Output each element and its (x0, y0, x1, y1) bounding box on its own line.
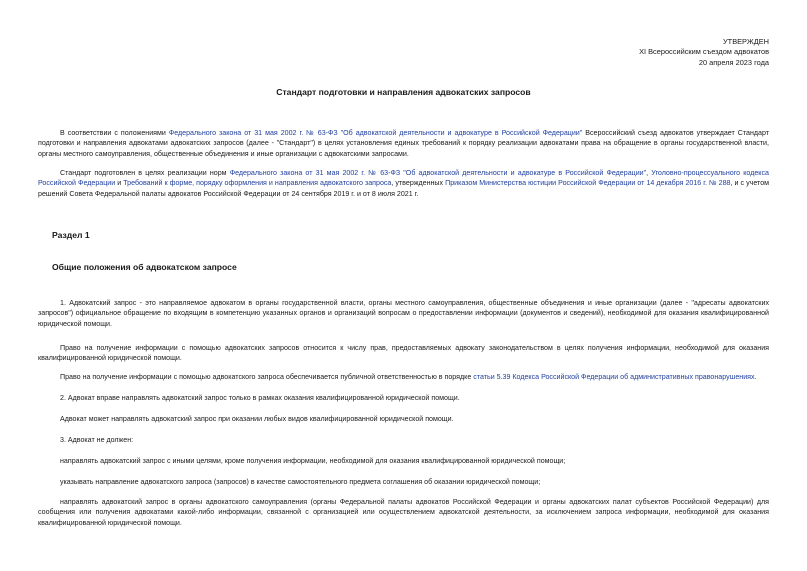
paragraph-responsibility: Право на получение информации с помощью адвокатского запроса обеспечивается публичной ответственностью в порядке статьи 5.39 Кодекса Российской Федерации об административных правонарушениях. (60, 373, 757, 381)
section-title: Общие положения об адвокатском запросе (52, 262, 237, 272)
section-heading: Раздел 1 (52, 230, 90, 240)
link-justice-order[interactable]: Приказом Министерства юстиции Российской Федерации от 14 декабря 2016 г. № 288 (445, 179, 731, 188)
link-criminal-procedure-code[interactable]: Уголовно-процессуального кодекса Российской Федерации (38, 169, 769, 188)
paragraph-any-help: Адвокат может направлять адвокатский запрос при оказании любых видов квалифицированной юридической помощи. (60, 415, 454, 423)
list-item-self-government: направлять адвокатский запрос в органы адвокатского самоуправления (органы Федеральной палаты адвокатов Российской Федерации и органы адвокатских палат субъектов Российской Федерации) для сообщения или получения адвокатами какой-либо информации, связанной с организацией или осуществлением адвокатской деятельности, за исключением запроса информации, необходимой для оказания квалифицированной юридической помощи. (38, 498, 769, 527)
link-admin-code[interactable]: статьи 5.39 Кодекса Российской Федерации об административных правонарушениях (473, 373, 755, 381)
approved-label: УТВЕРЖДЕН (722, 37, 769, 46)
paragraph-1: 1. Адвокатский запрос - это направляемое адвокатом в органы государственной власти, органы местного самоуправления, общественные объединения и иные организации (далее - "адресаты адвокатских запросов") официальное обращение по входящим в компетенцию указанных органов и организаций вопросам о предоставлении информации (документов и сведений), необходимой для оказания квалифицированной юридической помощи. (38, 299, 769, 328)
link-requirements[interactable]: Требований к форме, порядку оформления и направления адвокатского запроса (123, 179, 392, 188)
approved-date: 20 апреля 2023 года (698, 57, 769, 67)
list-item-purpose: направлять адвокатский запрос с иными целями, кроме получения информации, необходимой для оказания квалифицированной юридической помощи; (60, 457, 566, 465)
approved-by: XI Всероссийским съездом адвокатов (639, 47, 769, 57)
paragraph-right: Право на получение информации с помощью адвокатских запросов относится к числу прав, предоставляемых адвокату законодательством в целях получения информации, необходимой для оказания квалифицированной юридической помощи. (38, 344, 769, 363)
paragraph-basis: Стандарт подготовлен в целях реализации норм Федерального закона от 31 мая 2002 г. № 63-ФЗ "Об адвокатской деятельности и адвокатуре в Российской Федерации", Уголовно-процессуального кодекса Российской Федерации и Требований к форме, порядку оформления и направления адвокатского запроса, утвержденных Приказом Министерства юстиции Российской Федерации от 14 декабря 2016 г. № 288, и с учетом решений Совета Федеральной палаты адвокатов Российской Федерации от 24 сентября 2019 г. и от 8 июля 2021 г. (38, 169, 770, 198)
link-federal-law[interactable]: Федерального закона от 31 мая 2002 г. № 63-ФЗ "Об адвокатской деятельности и адвокатуре в Российской Федерации" (168, 129, 583, 137)
paragraph-preamble: В соответствии с положениями Федерального закона от 31 мая 2002 г. № 63-ФЗ "Об адвокатской деятельности и адвокатуре в Российской Федерации" Всероссийский съезд адвокатов утверждает Стандарт подготовки и направления адвокатами адвокатских запросов (далее - "Стандарт") в целях установления единых требований к порядку реализации адвокатами права на обращение в органы государственной власти, органы местного самоуправления, общественные объединения и иные организации с адвокатскими запросами. (38, 129, 769, 158)
paragraph-2: 2. Адвокат вправе направлять адвокатский запрос только в рамках оказания квалифицированной юридической помощи. (60, 394, 460, 402)
paragraph-3: 3. Адвокат не должен: (60, 436, 134, 444)
link-federal-law[interactable]: Федерального закона от 31 мая 2002 г. № 63-ФЗ "Об адвокатской деятельности и адвокатуре в Российской Федерации" (229, 169, 647, 177)
approval-block (639, 37, 769, 68)
document-title: Стандарт подготовки и направления адвокатских запросов (276, 87, 531, 97)
list-item-agreement: указывать направление адвокатского запроса (запросов) в качестве самостоятельного предмета соглашения об оказании юридической помощи; (60, 478, 541, 486)
